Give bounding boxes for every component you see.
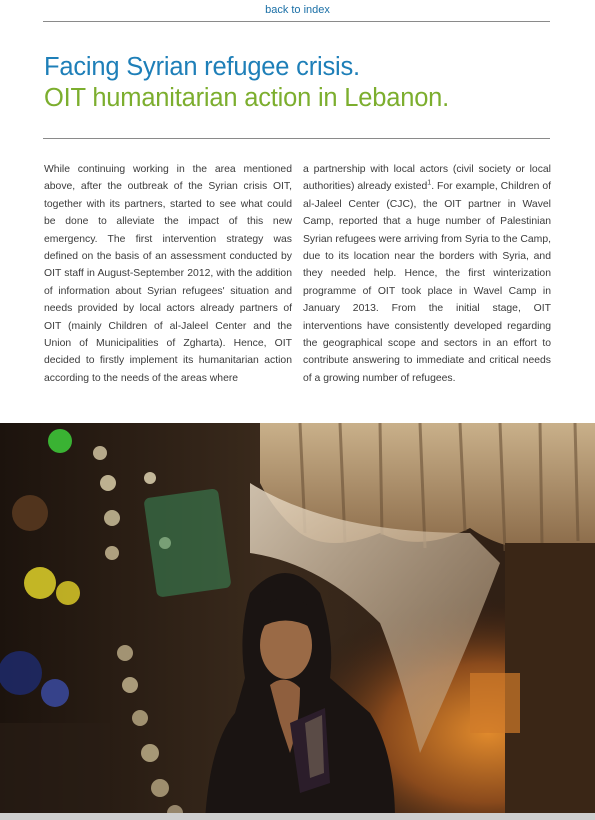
refugee-woman-photo: [0, 423, 595, 820]
title-line-2: OIT humanitarian action in Lebanon.: [44, 84, 450, 112]
footnote-reference[interactable]: 1: [427, 179, 432, 187]
body-column-1: While continuing working in the area mentioned above, after the outbreak of the Syrian crisis OIT, together with its partners, started to see what could be done to alleviate the impact of this new emergency. The first intervention strategy was defined on the basis of an assessment conducted by OIT staff in August-September 2012, with the addition of information about Syrian refugees' situation and needs provided by local actors already partners of OIT (mainly Children of al-Jaleel Center and the Union of Municipalities of Zgharta). Hence, OIT decided to firstly implement its humanitarian action according to the needs of the areas where: [44, 164, 292, 384]
title-line-1: Facing Syrian refugee crisis.: [44, 53, 360, 81]
top-divider: [43, 21, 550, 22]
body-column-2-text-a: a partnership with local actors (civil society or local authorities) already existed: [303, 164, 551, 193]
bottom-strip: [0, 813, 595, 820]
body-column-2: [303, 161, 551, 387]
back-to-index-link[interactable]: back to index: [265, 4, 330, 16]
top-navigation: [0, 0, 595, 22]
page-title: [44, 52, 564, 114]
body-column-2-text-b: . For example, Children of al-Jaleel Center (CJC), the OIT partner in Wavel Camp, reported that a huge number of Palestinian Syrian refugees were arriving from Syria to the Camp, due to its location near the borders with Syria, and they needed help. Hence, the first winterization programme of OIT took place in Wavel Camp in January 2013. From the initial stage, OIT interventions have consistently developed regarding the geographical scope and sectors in an effort to contribute answering to immediate and critical needs of a growing number of refugees.: [303, 181, 551, 384]
title-divider: [43, 138, 550, 139]
